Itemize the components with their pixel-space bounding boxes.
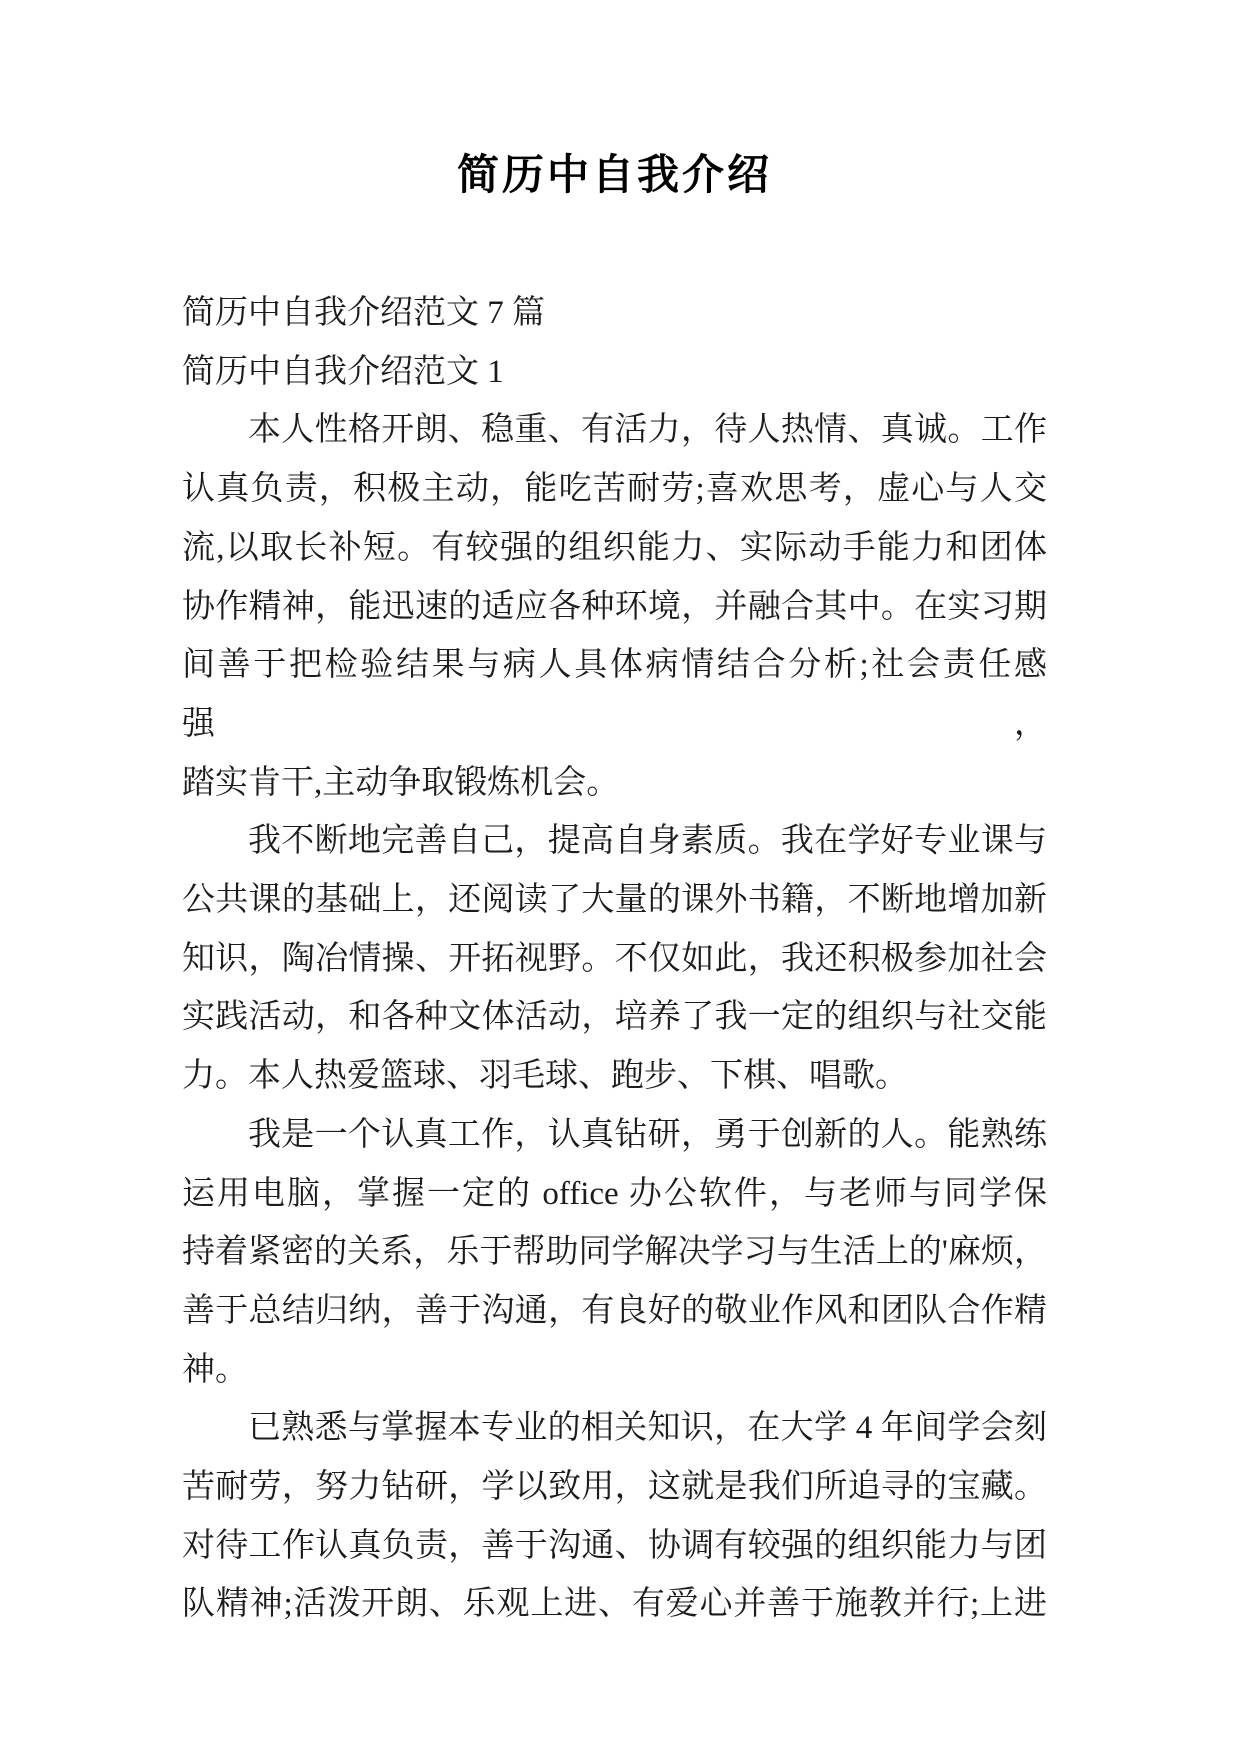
paragraph [182, 401, 1047, 812]
text-line: 认真负责，积极主动，能吃苦耐劳;喜欢思考，虚心与人交 [182, 471, 1047, 508]
text-line: 简历中自我介绍范文 1 [182, 353, 504, 390]
paragraph [182, 1106, 1047, 1400]
document-body [182, 284, 1047, 1634]
text-line: 公共课的基础上，还阅读了大量的课外书籍，不断地增加新 [182, 882, 1047, 919]
text-line: 力。本人热爱篮球、羽毛球、跑步、下棋、唱歌。 [182, 1058, 908, 1095]
paragraph [182, 284, 1047, 343]
text-line: 队精神;活泼开朗、乐观上进、有爱心并善于施教并行;上进 [182, 1586, 1047, 1623]
text-line: 流,以取长补短。有较强的组织能力、实际动手能力和团体 [182, 529, 1047, 566]
text-line: 间善于把检验结果与病人具体病情结合分析;社会责任感强， [182, 647, 1047, 742]
text-line: 我是一个认真工作，认真钻研，勇于创新的人。能熟练 [248, 1116, 1047, 1153]
text-line: 持着紧密的关系，乐于帮助同学解决学习与生活上的'麻烦， [182, 1234, 1047, 1271]
document-title: 简历中自我介绍 [456, 153, 772, 199]
text-line: 我不断地完善自己，提高自身素质。我在学好专业课与 [248, 823, 1047, 860]
paragraph [182, 1399, 1047, 1634]
text-line: 协作精神，能迅速的适应各种环境，并融合其中。在实习期 [182, 588, 1047, 625]
text-line: 善于总结归纳，善于沟通，有良好的敬业作风和团队合作精 [182, 1292, 1047, 1329]
text-line: 苦耐劳，努力钻研，学以致用，这就是我们所追寻的宝藏。 [182, 1469, 1047, 1506]
text-line: 运用电脑，掌握一定的 office 办公软件，与老师与同学保 [182, 1175, 1047, 1212]
text-line: 知识，陶冶情操、开拓视野。不仅如此，我还积极参加社会 [182, 940, 1047, 977]
text-line: 简历中自我介绍范文 7 篇 [182, 295, 545, 331]
text-line: 神。 [182, 1351, 248, 1388]
text-line: 已熟悉与掌握本专业的相关知识，在大学 4 年间学会刻 [248, 1410, 1047, 1447]
paragraph [182, 812, 1047, 1106]
text-line: 本人性格开朗、稳重、有活力，待人热情、真诚。工作 [248, 412, 1047, 449]
text-line: 对待工作认真负责，善于沟通、协调有较强的组织能力与团 [182, 1527, 1047, 1564]
text-line: 踏实肯干,主动争取锻炼机会。 [182, 764, 620, 801]
text-line: 实践活动，和各种文体活动，培养了我一定的组织与社交能 [182, 999, 1047, 1036]
paragraph [182, 343, 1047, 402]
